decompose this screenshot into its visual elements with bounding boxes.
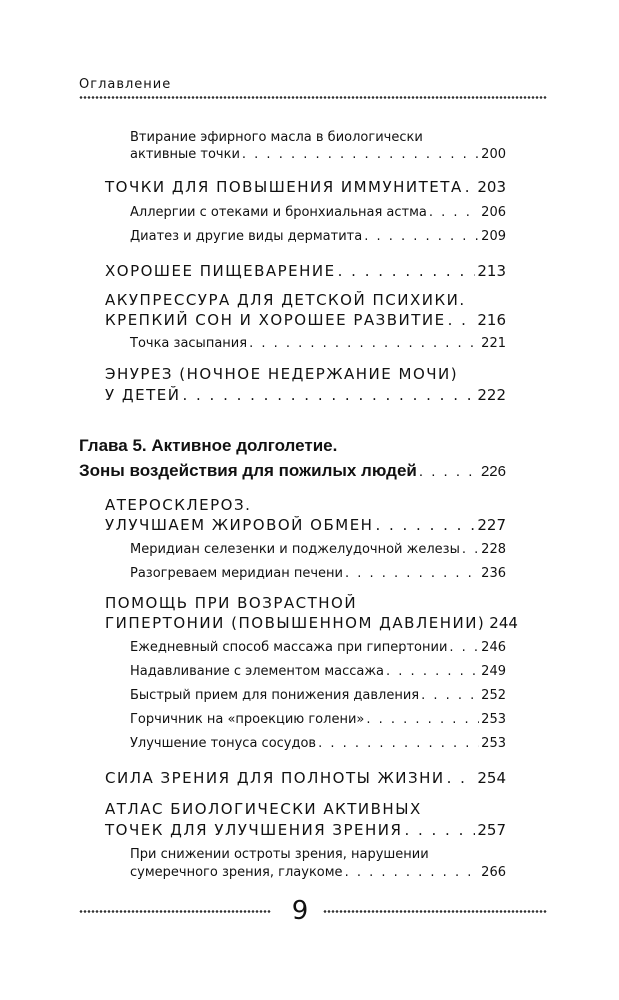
toc-entry-16-page: 253	[481, 712, 506, 727]
toc-entry-0-page: 200	[481, 147, 506, 162]
toc-entry-20[interactable]	[130, 865, 506, 880]
dot-leader	[364, 229, 479, 244]
toc-entry-5-title: КРЕПКИЙ СОН И ХОРОШЕЕ РАЗВИТИЕ	[105, 311, 446, 329]
toc-entry-7-line1: ЭНУРЕЗ (НОЧНОЕ НЕДЕРЖАНИЕ МОЧИ)	[105, 365, 459, 383]
dot-leader	[465, 178, 476, 196]
toc-entry-16-title: Горчичник на «проекцию голени»	[130, 712, 365, 727]
toc-entry-7-page: 222	[477, 386, 506, 404]
toc-entry-2-title: Аллергии с отеками и бронхиальная астма	[130, 205, 427, 220]
toc-entry-5-line1: АКУПРЕССУРА ДЛЯ ДЕТСКОЙ ПСИХИКИ.	[105, 291, 466, 309]
toc-entry-10-title: Меридиан селезенки и поджелудочной железы	[130, 542, 460, 557]
toc-entry-3-page: 209	[481, 229, 506, 244]
toc-entry-17[interactable]	[130, 736, 506, 751]
toc-entry-2-page: 206	[481, 205, 506, 220]
toc-entry-5[interactable]	[105, 311, 506, 329]
dot-leader	[462, 542, 479, 557]
dot-leader	[419, 463, 479, 480]
toc-entry-11[interactable]	[130, 566, 506, 581]
toc-entry-19-page: 257	[477, 821, 506, 839]
dot-leader	[375, 516, 475, 534]
toc-entry-3-title: Диатез и другие виды дерматита	[130, 229, 363, 244]
toc-entry-9[interactable]	[105, 516, 506, 534]
dot-leader	[338, 262, 476, 280]
toc-entry-4-title: ХОРОШЕЕ ПИЩЕВАРЕНИЕ	[105, 262, 336, 280]
toc-entry-11-page: 236	[481, 566, 506, 581]
toc-entry-10-page: 228	[481, 542, 506, 557]
chapter-5-title: Зоны воздействия для пожилых людей	[79, 461, 417, 480]
toc-entry-18-page: 254	[477, 769, 506, 787]
dot-leader	[242, 147, 479, 162]
toc-entry-13-title: Ежедневный способ массажа при гипертонии	[130, 640, 448, 655]
toc-entry-7-title: У ДЕТЕЙ	[105, 386, 181, 404]
toc-entry-6-page: 221	[481, 336, 506, 351]
toc-entry-0-title: активные точки	[130, 147, 240, 162]
footer-ornament-right	[323, 909, 547, 915]
chapter-5-heading-line1: Глава 5. Активное долголетие.	[79, 436, 338, 455]
toc-entry-16[interactable]	[130, 712, 506, 727]
toc-entry-15-page: 252	[481, 688, 506, 703]
dot-leader	[386, 664, 479, 679]
toc-entry-9-title: УЛУЧШАЕМ ЖИРОВОЙ ОБМЕН	[105, 516, 374, 534]
toc-entry-12[interactable]	[105, 614, 518, 632]
toc-entry-14[interactable]	[130, 664, 506, 679]
toc-entry-10[interactable]	[130, 542, 506, 557]
chapter-5-page: 226	[480, 463, 506, 480]
toc-entry-9-line1: АТЕРОСКЛЕРОЗ.	[105, 496, 252, 514]
dot-leader	[421, 688, 479, 703]
toc-entry-13[interactable]	[130, 640, 506, 655]
toc-entry-17-page: 253	[481, 736, 506, 751]
toc-entry-0-line1: Втирание эфирного масла в биологически	[130, 130, 423, 145]
toc-entry-20-line1: При снижении остроты зрения, нарушении	[130, 847, 429, 862]
toc-entry-9-page: 227	[477, 516, 506, 534]
toc-entry-15-title: Быстрый прием для понижения давления	[130, 688, 420, 703]
toc-entry-12-line1: ПОМОЩЬ ПРИ ВОЗРАСТНОЙ	[105, 594, 358, 612]
toc-entry-14-page: 249	[481, 664, 506, 679]
footer-ornament-left	[79, 909, 271, 915]
dot-leader	[366, 712, 479, 727]
running-header: Оглавление	[79, 77, 172, 92]
toc-entry-1-title: ТОЧКИ ДЛЯ ПОВЫШЕНИЯ ИММУНИТЕТА	[105, 178, 463, 196]
toc-entry-0[interactable]	[130, 147, 506, 162]
toc-entry-6[interactable]	[130, 336, 506, 351]
toc-entry-4[interactable]	[105, 262, 506, 280]
toc-entry-17-title: Улучшение тонуса сосудов	[130, 736, 317, 751]
toc-entry-19[interactable]	[105, 821, 506, 839]
toc-entry-6-title: Точка засыпания	[130, 336, 248, 351]
dot-leader	[345, 566, 479, 581]
toc-entry-13-page: 246	[481, 640, 506, 655]
toc-entry-12-title: ГИПЕРТОНИИ (ПОВЫШЕННОМ ДАВЛЕНИИ)	[105, 614, 486, 632]
toc-entry-5-page: 216	[477, 311, 506, 329]
dot-leader	[318, 736, 479, 751]
dot-leader	[449, 640, 479, 655]
toc-entry-2[interactable]	[130, 205, 506, 220]
toc-entry-20-page: 266	[481, 865, 506, 880]
header-ornament-divider	[79, 95, 547, 101]
toc-entry-15[interactable]	[130, 688, 506, 703]
chapter-5-entry[interactable]	[79, 461, 506, 481]
toc-entry-4-page: 213	[477, 262, 506, 280]
toc-entry-1[interactable]	[105, 178, 506, 196]
toc-entry-3[interactable]	[130, 229, 506, 244]
page-number: 9	[291, 896, 309, 926]
toc-entry-1-page: 203	[477, 178, 506, 196]
toc-entry-12-page: 244	[489, 614, 518, 632]
dot-leader	[448, 311, 476, 329]
dot-leader	[182, 386, 475, 404]
toc-entry-19-title: ТОЧЕК ДЛЯ УЛУЧШЕНИЯ ЗРЕНИЯ	[105, 821, 403, 839]
dot-leader	[404, 821, 475, 839]
toc-entry-7[interactable]	[105, 386, 506, 404]
toc-entry-20-title: сумеречного зрения, глаукоме	[130, 865, 343, 880]
dot-leader	[447, 769, 476, 787]
dot-leader	[429, 205, 479, 220]
toc-entry-14-title: Надавливание с элементом массажа	[130, 664, 385, 679]
toc-entry-18-title: СИЛА ЗРЕНИЯ ДЛЯ ПОЛНОТЫ ЖИЗНИ	[105, 769, 445, 787]
toc-entry-19-line1: АТЛАС БИОЛОГИЧЕСКИ АКТИВНЫХ	[105, 800, 422, 818]
dot-leader	[249, 336, 479, 351]
dot-leader	[345, 865, 480, 880]
toc-entry-11-title: Разогреваем меридиан печени	[130, 566, 343, 581]
toc-entry-18[interactable]	[105, 769, 506, 787]
